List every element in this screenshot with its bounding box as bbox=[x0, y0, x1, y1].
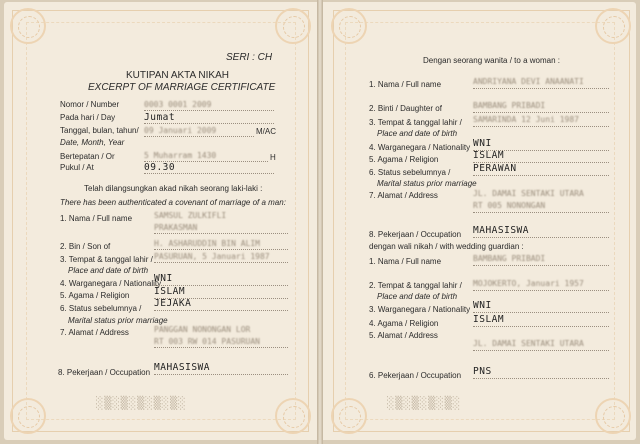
husband-address-value-2: RT 003 RW 014 PASURUAN bbox=[154, 337, 260, 346]
guardian-birth-label: 2. Tempat & tanggal lahir / bbox=[369, 281, 462, 290]
husband-religion-label: 5. Agama / Religion bbox=[60, 291, 130, 300]
corner-ornament bbox=[331, 8, 367, 44]
wife-religion-label: 5. Agama / Religion bbox=[369, 155, 439, 164]
fill-line bbox=[473, 311, 609, 313]
husband-nationality-value: WNI bbox=[154, 273, 173, 284]
series-label: SERI : CH bbox=[226, 52, 273, 63]
guardian-birth-label-en: Place and date of birth bbox=[377, 292, 458, 301]
wife-birth-label-en: Place and date of birth bbox=[377, 129, 458, 138]
guardian-religion-value: ISLAM bbox=[473, 314, 505, 325]
date-suffix: M/AC bbox=[256, 127, 276, 136]
corner-ornament bbox=[595, 398, 631, 434]
fill-line bbox=[473, 377, 609, 379]
guardian-nationality-label: 3. Warganegara / Nationality bbox=[369, 305, 471, 314]
guardian-occupation-value: PNS bbox=[473, 366, 492, 377]
fill-line bbox=[473, 111, 609, 113]
fill-line bbox=[144, 135, 254, 137]
fill-line bbox=[473, 87, 609, 89]
hijri-label: Bertepatan / Or bbox=[60, 152, 115, 161]
husband-status-value: JEJAKA bbox=[154, 298, 192, 309]
husband-father-value: H. ASHARUDDIN BIN ALIM bbox=[154, 239, 260, 248]
guardian-religion-label: 4. Agama / Religion bbox=[369, 319, 439, 328]
husband-birth-label-en: Place and date of birth bbox=[68, 266, 149, 275]
wife-birth-label: 3. Tempat & tanggal lahir / bbox=[369, 118, 462, 127]
wife-intro: Dengan seorang wanita / to a woman : bbox=[423, 56, 560, 65]
fill-line bbox=[144, 122, 274, 124]
date-value: 09 Januari 2009 bbox=[144, 126, 217, 135]
day-value: Jumat bbox=[144, 112, 176, 123]
corner-ornament bbox=[331, 398, 367, 434]
wife-status-label-en: Marital status prior marriage bbox=[377, 179, 477, 188]
wife-status-value: PERAWAN bbox=[473, 163, 517, 174]
wife-occupation-value: MAHASISWA bbox=[473, 225, 529, 236]
date-label: Tanggal, bulan, tahun/ bbox=[60, 126, 139, 135]
title-indonesian: KUTIPAN AKTA NIKAH bbox=[126, 70, 229, 81]
fill-line bbox=[154, 248, 288, 250]
hijri-value: 5 Muharram 1430 bbox=[144, 151, 217, 160]
guardian-name-value: BAMBANG PRIBADI bbox=[473, 254, 546, 263]
title-english: EXCERPT OF MARRIAGE CERTIFICATE bbox=[88, 82, 276, 93]
time-value: 09.30 bbox=[144, 162, 176, 173]
fill-line bbox=[154, 346, 288, 348]
corner-ornament bbox=[275, 8, 311, 44]
hijri-suffix: H bbox=[270, 153, 276, 162]
husband-name-label: 1. Nama / Full name bbox=[60, 214, 133, 223]
husband-address-label: 7. Alamat / Address bbox=[60, 328, 129, 337]
guardian-birth-value: MOJOKERTO, Januari 1957 bbox=[473, 279, 584, 288]
wife-father-value: BAMBANG PRIBADI bbox=[473, 101, 546, 110]
husband-name-value-2: PRAKASMAN bbox=[154, 223, 198, 232]
fill-line bbox=[473, 125, 609, 127]
wife-address-label: 7. Alamat / Address bbox=[369, 191, 438, 200]
wife-birth-value: SAMARINDA 12 Juni 1987 bbox=[473, 115, 579, 124]
fill-line bbox=[473, 325, 609, 327]
fill-line bbox=[154, 373, 288, 375]
wife-address-value: JL. DAMAI SENTAKI UTARA bbox=[473, 189, 584, 198]
wife-occupation-label: 8. Pekerjaan / Occupation bbox=[369, 230, 462, 239]
husband-birth-label: 3. Tempat & tanggal lahir / bbox=[60, 255, 153, 264]
wife-name-label: 1. Nama / Full name bbox=[369, 80, 442, 89]
wife-status-label: 6. Status sebelumnya / bbox=[369, 168, 451, 177]
wife-address-value-2: RT 005 NONONGAN bbox=[473, 201, 546, 210]
husband-status-label-en: Marital status prior marriage bbox=[68, 316, 168, 325]
day-label: Pada hari / Day bbox=[60, 113, 116, 122]
left-page bbox=[4, 2, 317, 440]
fill-line bbox=[154, 261, 288, 263]
husband-address-value: PANGGAN NONONGAN LOR bbox=[154, 325, 251, 334]
corner-ornament bbox=[595, 8, 631, 44]
wife-religion-value: ISLAM bbox=[473, 150, 505, 161]
date-label-en: Date, Month, Year bbox=[60, 138, 125, 147]
guardian-address-value: JL. DAMAI SENTAKI UTARA bbox=[473, 339, 584, 348]
fill-line bbox=[473, 236, 609, 238]
guardian-intro: dengan wali nikah / with wedding guardian : bbox=[369, 242, 524, 251]
fill-line bbox=[144, 109, 274, 111]
husband-name-value: SAMSUL ZULKIFLI bbox=[154, 211, 227, 220]
husband-occupation-label: 8. Pekerjaan / Occupation bbox=[58, 368, 151, 377]
fill-line bbox=[144, 172, 274, 174]
wife-nationality-label: 4. Warganegara / Nationality bbox=[369, 143, 471, 152]
fill-line bbox=[473, 264, 609, 266]
time-label: Pukul / At bbox=[60, 163, 94, 172]
covenant-intro-en: There has been authenticated a covenant of marriage of a man: bbox=[60, 198, 286, 207]
corner-ornament bbox=[10, 8, 46, 44]
guardian-nationality-value: WNI bbox=[473, 300, 492, 311]
husband-status-label: 6. Status sebelumnya / bbox=[60, 304, 142, 313]
fill-line bbox=[154, 309, 288, 311]
husband-nationality-label: 4. Warganegara / Nationality bbox=[60, 279, 162, 288]
fill-line bbox=[473, 349, 609, 351]
corner-ornament bbox=[275, 398, 311, 434]
wife-name-value: ANDRIYANA DEVI ANAANATI bbox=[473, 77, 584, 86]
wife-father-label: 2. Binti / Daughter of bbox=[369, 104, 442, 113]
husband-religion-value: ISLAM bbox=[154, 286, 186, 297]
perforated-serial: ░▒░▒░▒░▒░▒░ bbox=[96, 396, 187, 410]
fill-line bbox=[473, 174, 609, 176]
husband-father-label: 2. Bin / Son of bbox=[60, 242, 111, 251]
fill-line bbox=[473, 211, 609, 213]
fill-line bbox=[473, 289, 609, 291]
covenant-intro: Telah dilangsungkan akad nikah seorang laki-laki : bbox=[84, 184, 263, 193]
husband-birth-value: PASURUAN, 5 Januari 1987 bbox=[154, 252, 270, 261]
guardian-address-label: 5. Alamat / Address bbox=[369, 331, 438, 340]
number-value: 0003 0001 2009 bbox=[144, 100, 212, 109]
husband-occupation-value: MAHASISWA bbox=[154, 362, 210, 373]
number-label: Nomor / Number bbox=[60, 100, 120, 109]
perforated-serial: ░▒░▒░▒░▒░ bbox=[387, 396, 462, 410]
wife-nationality-value: WNI bbox=[473, 138, 492, 149]
guardian-occupation-label: 6. Pekerjaan / Occupation bbox=[369, 371, 462, 380]
corner-ornament bbox=[10, 398, 46, 434]
guardian-name-label: 1. Nama / Full name bbox=[369, 257, 442, 266]
right-page bbox=[323, 2, 636, 440]
fill-line bbox=[154, 232, 288, 234]
